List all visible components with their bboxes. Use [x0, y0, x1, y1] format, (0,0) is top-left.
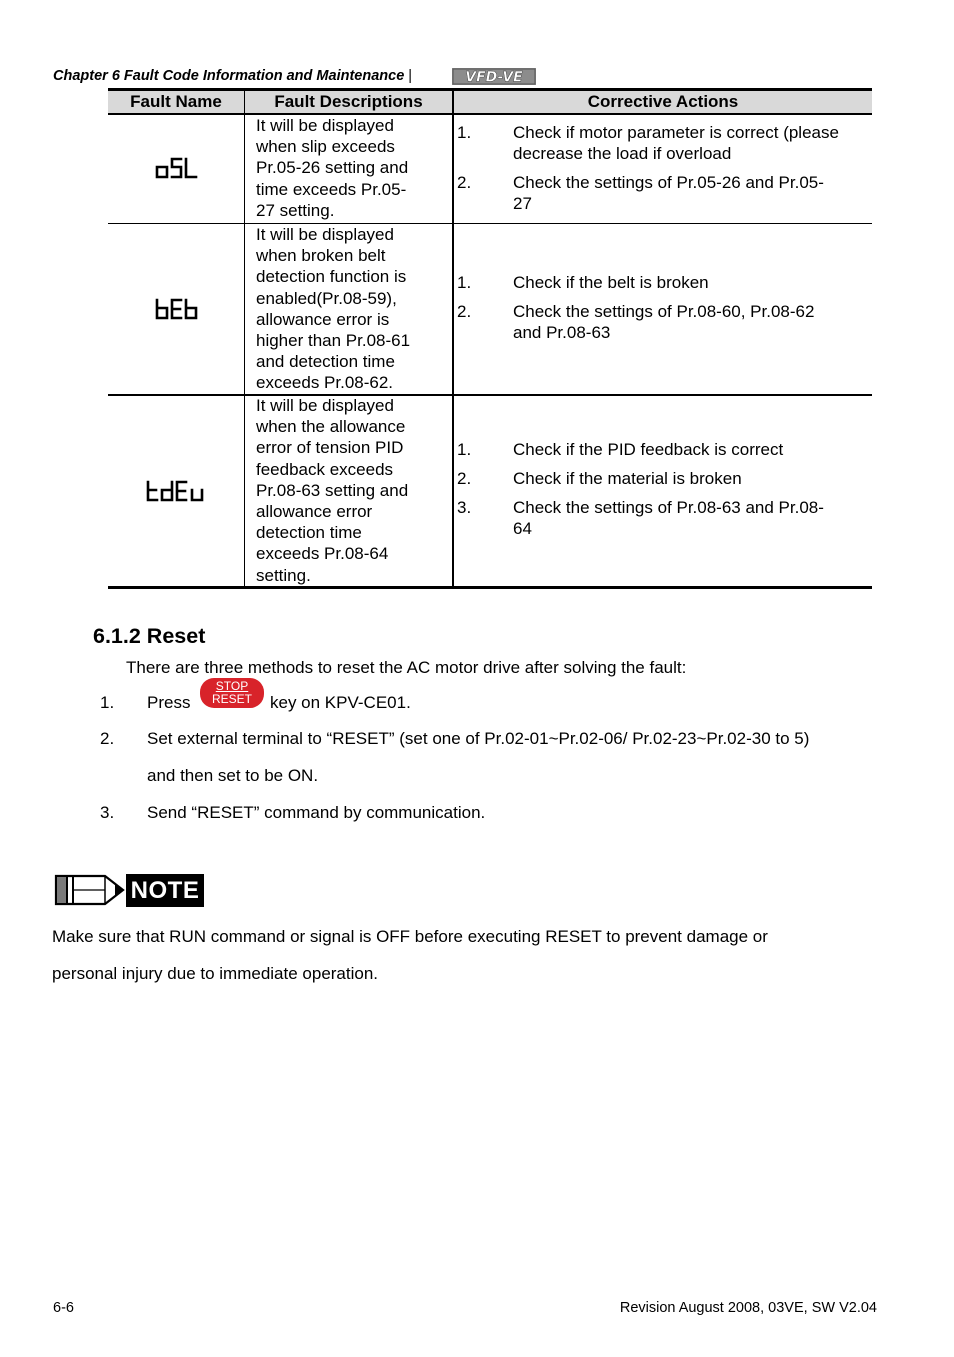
action-number: 1. [457, 123, 472, 142]
corrective-action: Check if the material is broken [513, 469, 742, 488]
step-number: 2. [100, 729, 115, 748]
step-number: 1. [100, 693, 115, 712]
stop-key-label: STOP [215, 679, 249, 693]
corrective-action: Check if the belt is broken [513, 273, 709, 292]
stop-reset-key-icon [200, 678, 264, 708]
fault-table [108, 88, 872, 589]
page-number: 6-6 [53, 1300, 74, 1316]
action-number: 2. [457, 173, 472, 192]
step-number: 3. [100, 803, 115, 822]
action-number: 1. [457, 273, 472, 292]
corrective-action: Check the settings of Pr.05-26 and Pr.05- 27 [513, 173, 824, 213]
note-text: Make sure that RUN command or signal is OFF before executing RESET to prevent damage or [52, 927, 768, 946]
fault-code-osl-display [155, 157, 199, 179]
corrective-action: Check if the PID feedback is correct [513, 440, 784, 459]
action-number: 2. [457, 302, 472, 321]
section-title: 6.1.2 Reset [93, 624, 206, 648]
column-header-corrective-actions: Corrective Actions [587, 92, 739, 111]
reset-key-label: RESET [211, 692, 252, 706]
column-header-fault-descriptions: Fault Descriptions [274, 92, 423, 111]
chapter-header [53, 68, 412, 84]
note-pencil-icon [53, 873, 125, 907]
revision-info: Revision August 2008, 03VE, SW V2.04 [619, 1300, 877, 1316]
action-number: 1. [457, 440, 472, 459]
step-key-text: key on KPV-CE01. [270, 693, 411, 712]
svg-text:VFD-VE: VFD-VE [465, 69, 523, 85]
column-header-fault-name: Fault Name [130, 92, 222, 111]
table-header-rule [108, 113, 872, 115]
fault-code-beb-display [155, 298, 199, 320]
table-bottom-rule [108, 586, 872, 589]
action-number: 2. [457, 469, 472, 488]
corrective-action: Check the settings of Pr.08-60, Pr.08-62 and Pr.08-63 [513, 302, 815, 342]
action-number: 3. [457, 498, 472, 517]
fault-description-tdev: It will be displayed when the allowance error of tension PID feedback exceeds Pr.08-63 setting and allowance error detection time exceeds Pr.08-64 setting. [256, 396, 409, 585]
column-divider [244, 88, 245, 589]
corrective-action: Check if motor parameter is correct (please decrease the load if overload [513, 123, 839, 163]
table-top-rule [108, 88, 872, 91]
step-press-text: Press [147, 693, 191, 712]
note-text-continued: personal injury due to immediate operation. [52, 964, 379, 983]
vfd-ve-logo [452, 68, 536, 85]
row-divider [108, 223, 872, 224]
row-divider [108, 394, 872, 396]
fault-description-beb: It will be displayed when broken belt detection function is enabled(Pr.08-59), allowance error is higher than Pr.08-61 and detection time exceeds Pr.08-62. [256, 225, 411, 393]
chapter-title: Chapter 6 Fault Code Information and Maintenance [53, 68, 405, 84]
section-intro: There are three methods to reset the AC motor drive after solving the fault: [126, 658, 687, 677]
fault-description-osl: It will be displayed when slip exceeds Pr.05-26 setting and time exceeds Pr.05- 27 setting. [256, 116, 409, 220]
column-divider [452, 88, 454, 589]
header-separator: | [408, 68, 413, 84]
corrective-action: Check the settings of Pr.08-63 and Pr.08- 64 [513, 498, 824, 538]
step-text-continued: and then set to be ON. [147, 766, 319, 785]
fault-code-tdev-display [146, 480, 208, 502]
step-text: Send “RESET” command by communication. [147, 803, 486, 822]
note-label: NOTE [126, 874, 204, 907]
step-text: Set external terminal to “RESET” (set one of Pr.02-01~Pr.02-06/ Pr.02-23~Pr.02-30 to 5) [147, 729, 810, 748]
